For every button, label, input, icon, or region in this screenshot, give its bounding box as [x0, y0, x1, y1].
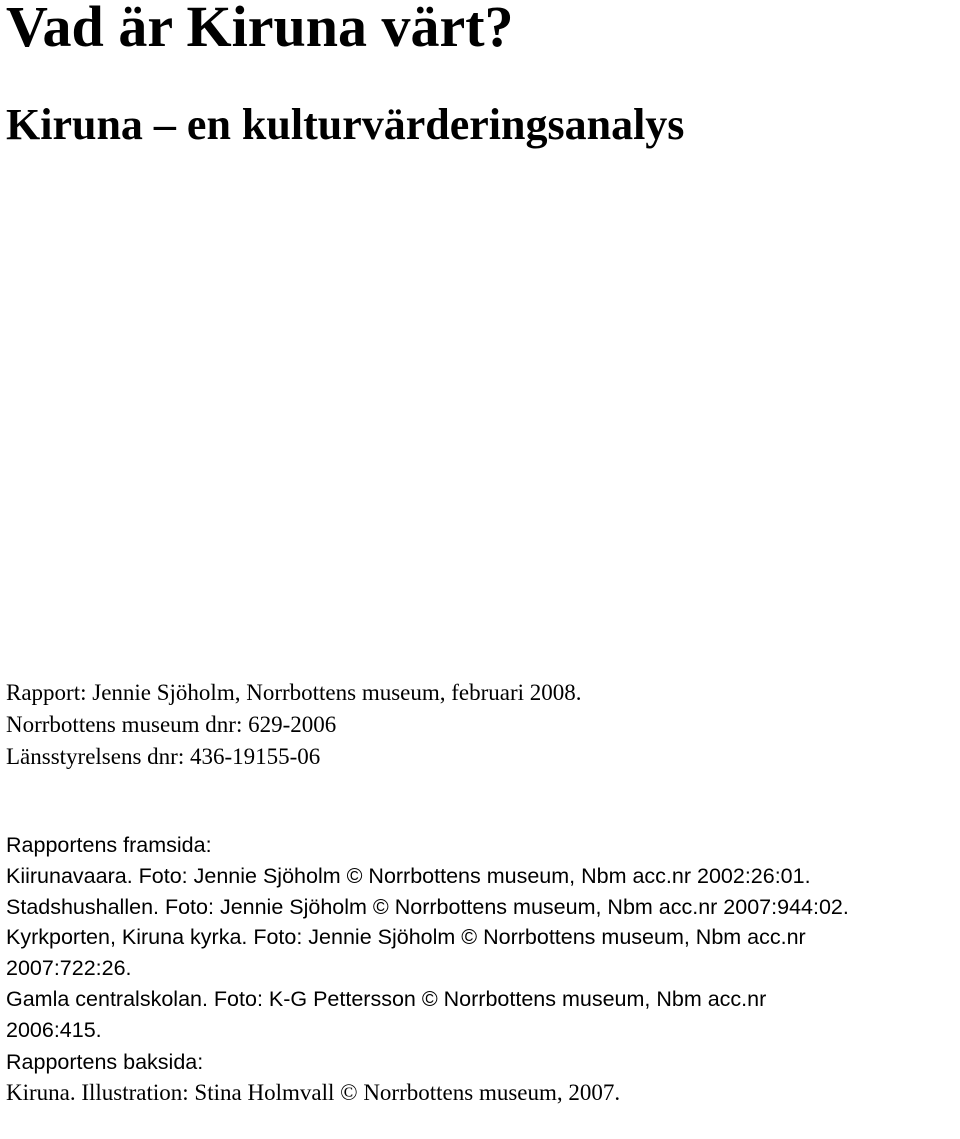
- report-author-line: Rapport: Jennie Sjöholm, Norrbottens museum, februari 2008.: [6, 680, 582, 705]
- credit-line: Kiruna. Illustration: Stina Holmvall © Norrbottens museum, 2007.: [6, 1079, 621, 1105]
- credit-line: 2007:722:26.: [6, 956, 132, 981]
- credit-line: Kyrkporten, Kiruna kyrka. Foto: Jennie Sjöholm © Norrbottens museum, Nbm acc.nr: [6, 925, 806, 950]
- report-metadata: [6, 677, 582, 773]
- back-cover-credits: [6, 1047, 620, 1109]
- credit-line: Stadshushallen. Foto: Jennie Sjöholm © Norrbottens museum, Nbm acc.nr 2007:944:02.: [6, 894, 849, 919]
- credit-line: Kiirunavaara. Foto: Jennie Sjöholm © Norrbottens museum, Nbm acc.nr 2002:26:01.: [6, 863, 811, 888]
- front-cover-credits: [6, 830, 849, 1046]
- credit-line: Gamla centralskolan. Foto: K-G Pettersson © Norrbottens museum, Nbm acc.nr: [6, 986, 767, 1011]
- document-title: Vad är Kiruna värt?: [6, 0, 514, 59]
- county-registration-number: Länsstyrelsens dnr: 436-19155-06: [6, 744, 321, 769]
- museum-registration-number: Norrbottens museum dnr: 629-2006: [6, 712, 337, 737]
- document-subtitle: Kiruna – en kulturvärderingsanalys: [6, 100, 685, 149]
- front-cover-heading: Rapportens framsida:: [6, 833, 212, 857]
- credit-line: 2006:415.: [6, 1017, 102, 1042]
- back-cover-heading: Rapportens baksida:: [6, 1050, 204, 1074]
